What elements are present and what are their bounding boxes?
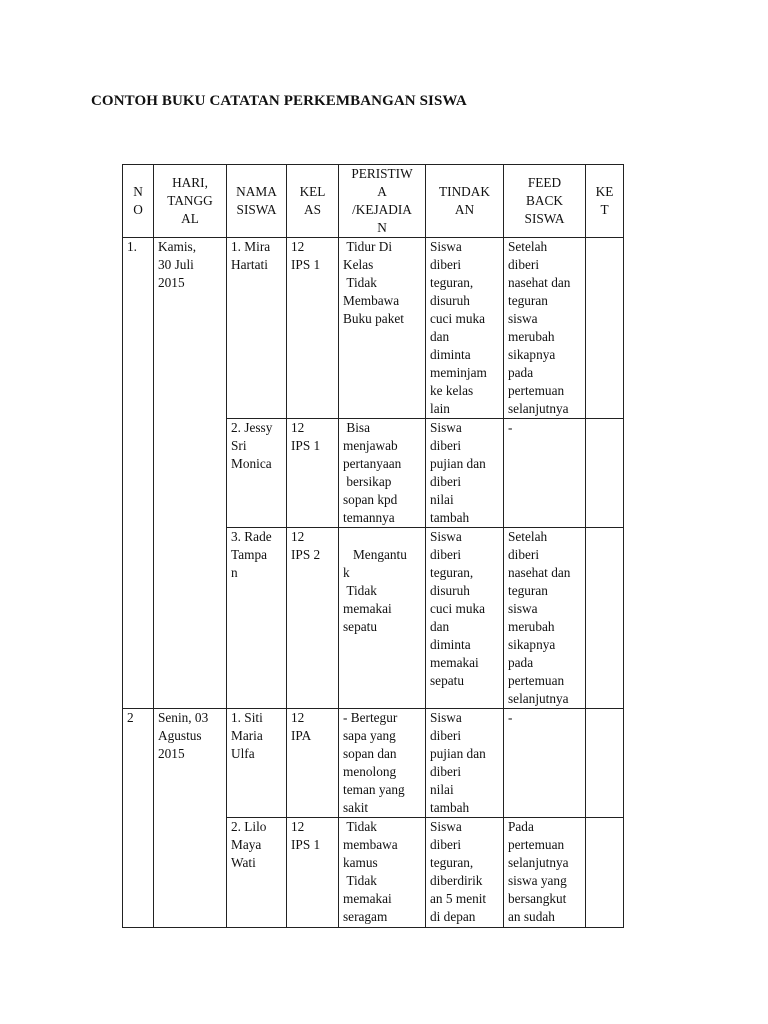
student-name: 2. Jessy Sri Monica — [227, 419, 287, 528]
note-cell — [586, 419, 624, 528]
action-cell: Siswa diberi teguran, disuruh cuci muka dan diminta meminjam ke kelas lain — [426, 238, 504, 419]
action-cell: Siswa diberi pujian dan diberi nilai tambah — [426, 709, 504, 818]
header-feedback: FEED BACK SISWA — [504, 165, 586, 238]
row-date: Kamis, 30 Juli 2015 — [154, 238, 227, 709]
student-progress-table — [122, 164, 624, 928]
feedback-cell: - — [504, 709, 586, 818]
student-name: 2. Lilo Maya Wati — [227, 818, 287, 928]
action-cell: Siswa diberi teguran, disuruh cuci muka dan diminta memakai sepatu — [426, 528, 504, 709]
student-class: 12 IPS 2 — [287, 528, 339, 709]
event-cell: Tidur Di Kelas Tidak Membawa Buku paket — [339, 238, 426, 419]
feedback-cell: - — [504, 419, 586, 528]
note-cell — [586, 709, 624, 818]
row-number: 2 — [123, 709, 154, 928]
feedback-cell: Setelah diberi nasehat dan teguran siswa merubah sikapnya pada pertemuan selanjutnya — [504, 528, 586, 709]
header-no: N O — [123, 165, 154, 238]
header-class: KEL AS — [287, 165, 339, 238]
feedback-cell: Setelah diberi nasehat dan teguran siswa merubah sikapnya pada pertemuan selanjutnya — [504, 238, 586, 419]
student-class: 12 IPS 1 — [287, 818, 339, 928]
feedback-cell: Pada pertemuan selanjutnya siswa yang bersangkut an sudah — [504, 818, 586, 928]
table-row — [123, 709, 624, 818]
header-row — [123, 165, 624, 238]
page-title: CONTOH BUKU CATATAN PERKEMBANGAN SISWA — [91, 93, 467, 109]
header-note: KE T — [586, 165, 624, 238]
event-cell: Bisa menjawab pertanyaan bersikap sopan kpd temannya — [339, 419, 426, 528]
row-date: Senin, 03 Agustus 2015 — [154, 709, 227, 928]
header-date: HARI, TANGG AL — [154, 165, 227, 238]
header-name: NAMA SISWA — [227, 165, 287, 238]
event-cell: Tidak membawa kamus Tidak memakai seragam — [339, 818, 426, 928]
student-class: 12 IPS 1 — [287, 419, 339, 528]
note-cell — [586, 238, 624, 419]
header-event: PERISTIW A /KEJADIA N — [339, 165, 426, 238]
note-cell — [586, 818, 624, 928]
event-cell: - Bertegur sapa yang sopan dan menolong teman yang sakit — [339, 709, 426, 818]
header-action: TINDAK AN — [426, 165, 504, 238]
student-class: 12 IPS 1 — [287, 238, 339, 419]
student-class: 12 IPA — [287, 709, 339, 818]
event-cell: Mengantu k Tidak memakai sepatu — [339, 528, 426, 709]
row-number: 1. — [123, 238, 154, 709]
student-name: 3. Rade Tampa n — [227, 528, 287, 709]
student-name: 1. Siti Maria Ulfa — [227, 709, 287, 818]
action-cell: Siswa diberi pujian dan diberi nilai tambah — [426, 419, 504, 528]
action-cell: Siswa diberi teguran, diberdirik an 5 menit di depan — [426, 818, 504, 928]
table-row — [123, 238, 624, 419]
student-name: 1. Mira Hartati — [227, 238, 287, 419]
note-cell — [586, 528, 624, 709]
